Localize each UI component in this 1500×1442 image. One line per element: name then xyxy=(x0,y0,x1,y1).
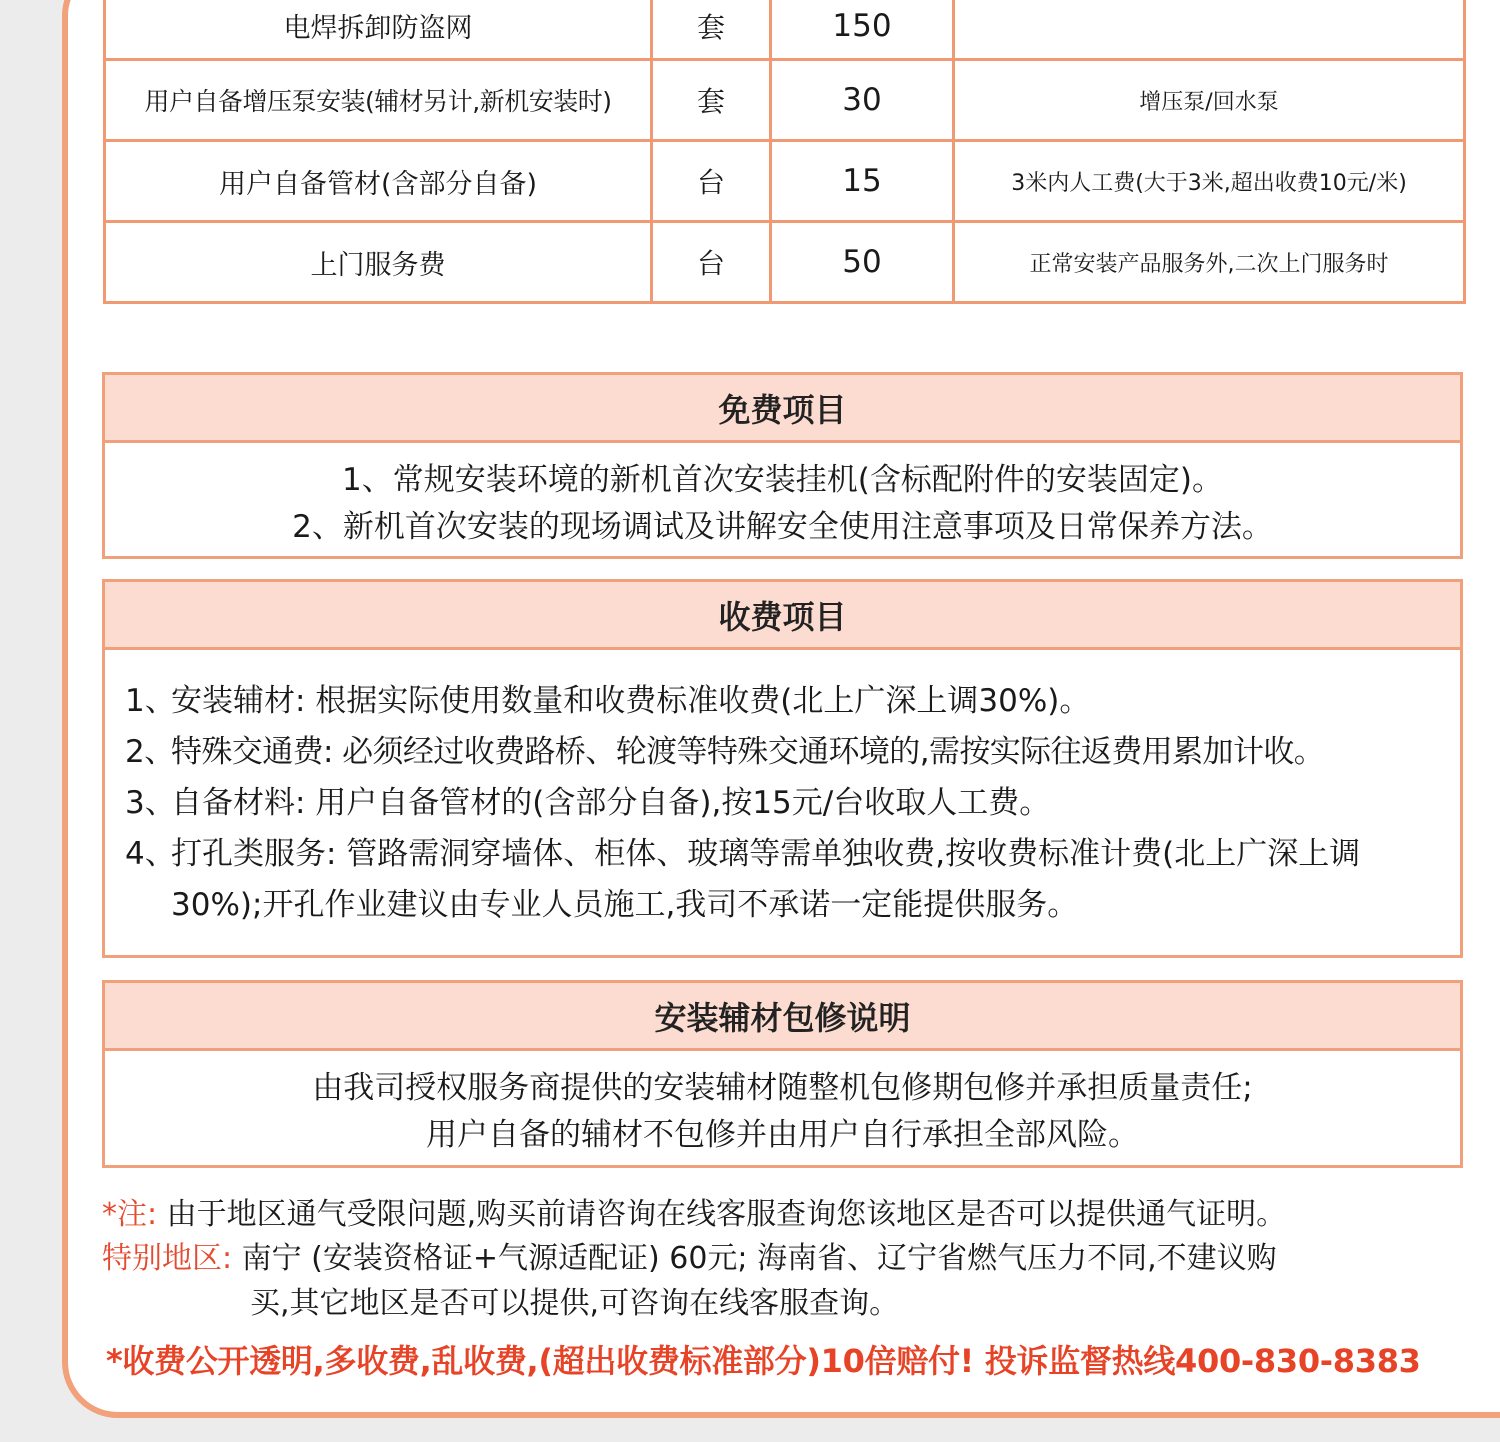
paid-item xyxy=(125,676,1460,727)
note-cell: 正常安装产品服务外,二次上门服务时 xyxy=(954,222,1465,303)
free-item-line: 2、新机首次安装的现场调试及讲解安全使用注意事项及日常保养方法。 xyxy=(292,509,1273,545)
price-cell: 50 xyxy=(771,222,954,303)
warranty-section xyxy=(102,980,1463,1168)
paid-item xyxy=(125,727,1460,778)
paid-items-body xyxy=(105,650,1460,931)
table-row xyxy=(105,141,1465,222)
special-region-label: 特别地区: xyxy=(102,1241,233,1276)
free-item-line: 1、常规安装环境的新机首次安装挂机(含标配附件的安装固定)。 xyxy=(342,462,1223,498)
warranty-line: 由我司授权服务商提供的安装辅材随整机包修期包修并承担质量责任; xyxy=(312,1070,1253,1106)
paid-item-text: 自备材料: 用户自备管材的(含部分自备),按15元/台收取人工费。 xyxy=(171,785,1051,821)
price-cell: 15 xyxy=(771,141,954,222)
paid-item-number: 1、 xyxy=(125,683,176,719)
complaint-hotline-notice: *收费公开透明,多收费,乱收费,(超出收费标准部分)10倍赔付! 投诉监督热线400-830-8383 xyxy=(106,1342,1421,1380)
paid-item-number: 3、 xyxy=(125,785,176,821)
item-cell: 用户自备增压泵安装(辅材另计,新机安装时) xyxy=(105,60,652,141)
paid-items-title: 收费项目 xyxy=(105,582,1460,650)
paid-item-text: 安装辅材: 根据实际使用数量和收费标准收费(北上广深上调30%)。 xyxy=(171,683,1091,719)
unit-cell: 台 xyxy=(652,141,771,222)
special-region-line xyxy=(102,1237,1277,1281)
unit-cell: 套 xyxy=(652,60,771,141)
unit-cell: 套 xyxy=(652,0,771,60)
paid-item-text: 打孔类服务: 管路需洞穿墙体、柜体、玻璃等需单独收费,按收费标准计费(北上广深上调30%);开孔作业建议由专业人员施工,我司不承诺一定能提供服务。 xyxy=(171,836,1361,923)
table-row xyxy=(105,0,1465,60)
note-cell xyxy=(954,0,1465,60)
price-cell: 30 xyxy=(771,60,954,141)
free-items-title: 免费项目 xyxy=(105,375,1460,443)
table-row xyxy=(105,222,1465,303)
table-row xyxy=(105,60,1465,141)
note-cell: 3米内人工费(大于3米,超出收费10元/米) xyxy=(954,141,1465,222)
item-cell: 电焊拆卸防盗网 xyxy=(105,0,652,60)
warranty-line: 用户自备的辅材不包修并由用户自行承担全部风险。 xyxy=(426,1117,1139,1153)
warranty-body xyxy=(105,1051,1460,1159)
paid-items-section xyxy=(102,579,1463,958)
note-label: *注: xyxy=(102,1197,158,1232)
paid-item xyxy=(125,778,1460,829)
note-cell: 增压泵/回水泵 xyxy=(954,60,1465,141)
free-items-body xyxy=(105,443,1460,551)
note-line xyxy=(102,1193,1286,1237)
item-cell: 用户自备管材(含部分自备) xyxy=(105,141,652,222)
paid-item-text: 特殊交通费: 必须经过收费路桥、轮渡等特殊交通环境的,需按实际往返费用累加计收。 xyxy=(171,734,1325,770)
special-region-text: 南宁 (安装资格证+气源适配证) 60元; 海南省、辽宁省燃气压力不同,不建议购 xyxy=(232,1241,1277,1276)
price-table xyxy=(103,0,1466,304)
special-region-line-cont: 买,其它地区是否可以提供,可咨询在线客服查询。 xyxy=(250,1286,900,1321)
note-text: 由于地区通气受限问题,购买前请咨询在线客服查询您该地区是否可以提供通气证明。 xyxy=(157,1197,1287,1232)
paid-item xyxy=(125,829,1460,931)
unit-cell: 台 xyxy=(652,222,771,303)
item-cell: 上门服务费 xyxy=(105,222,652,303)
free-items-section xyxy=(102,372,1463,559)
paid-item-number: 2、 xyxy=(125,734,175,770)
paid-item-number: 4、 xyxy=(125,836,176,872)
warranty-title: 安装辅材包修说明 xyxy=(105,983,1460,1051)
price-cell: 150 xyxy=(771,0,954,60)
